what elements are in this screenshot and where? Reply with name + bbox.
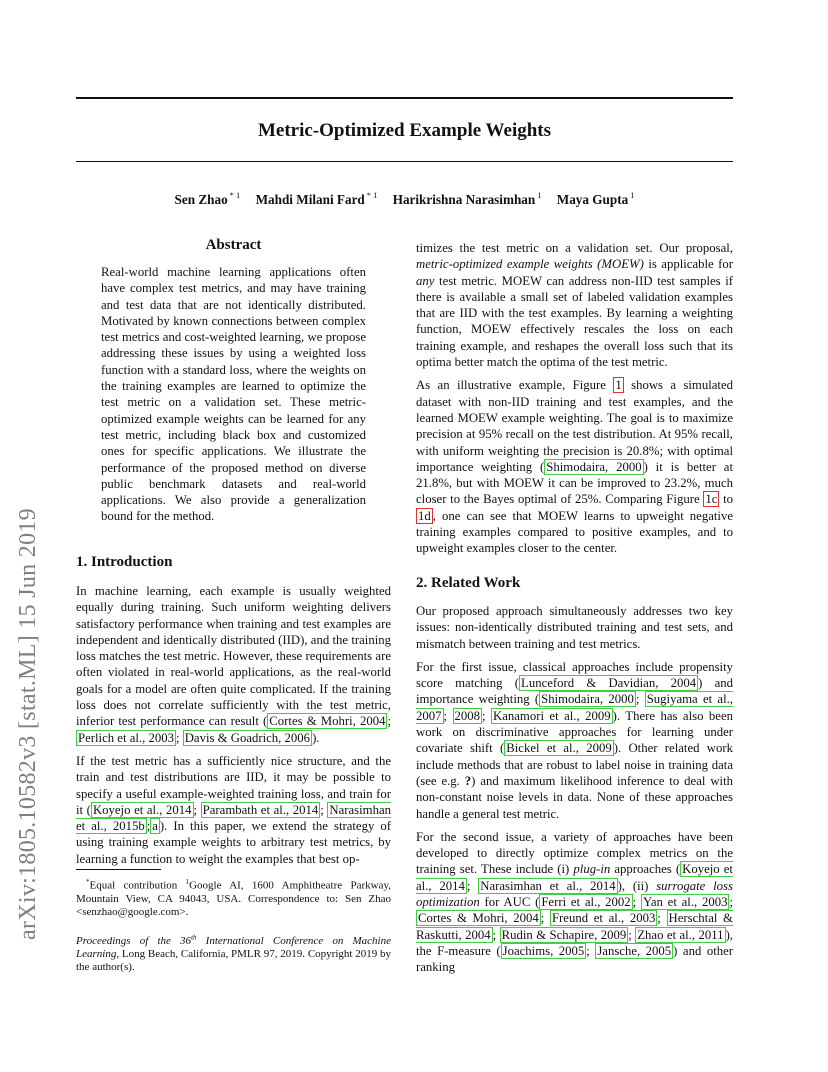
footnote-rule <box>76 869 161 870</box>
arxiv-stamp: arXiv:1805.10582v3 [stat.ML] 15 Jun 2019 <box>15 508 41 940</box>
top-rule <box>76 97 733 99</box>
citation-link[interactable]: Narasimhan et al., 2015b <box>76 802 391 834</box>
footnote-affiliation: *Equal contribution $^1$Google AI, 1600 Amphitheatre Parkway, Mountain View, CA 94043, USA. Correspondence to: Sen Zhao <senzhao@google.com>. <box>76 878 391 919</box>
citation-link[interactable]: Lunceford & Davidian, 2004 <box>521 676 697 691</box>
figure-link[interactable]: 1d <box>418 508 431 523</box>
title-rule <box>76 161 733 162</box>
abstract-heading: Abstract <box>205 237 262 253</box>
citation-link[interactable]: 2008 <box>454 708 480 723</box>
citation-link[interactable]: Narasimhan et al., 2014 <box>480 878 616 893</box>
citation-link[interactable]: Shimodaira, 2000 <box>541 692 634 707</box>
citation-link[interactable]: a <box>152 819 158 834</box>
author-list: Sen Zhao $^{* 1}$ Mahdi Milani Fard $^{* 1}$ Harikrishna Narasimhan $^1$ Maya Gupta $^1$ <box>174 190 635 207</box>
figure-link[interactable]: 1 <box>615 378 622 393</box>
citation-link[interactable]: Joachims, 2005 <box>502 943 585 958</box>
author-name: Sen Zhao <box>174 192 228 207</box>
citation-link[interactable]: Sugiyama et al., 2007 <box>416 692 733 723</box>
citation-link[interactable]: Cortes & Mohri, 2004 <box>418 911 539 926</box>
citation-link[interactable]: Herschtal & Raskutti, 2004 <box>416 911 733 942</box>
citation-link[interactable]: Rudin & Schapire, 2009 <box>501 927 627 942</box>
intro-paragraph-3: timizes the test metric on a validation set. Our proposal, metric-optimized example weights (MOEW) is applicable for any test metric. MOEW can address non-IID test samples if there is available a small set of labeled validation examples that are IID with the test examples. By learning a weighting function, MOEW effectively rescales the loss on each training example, and reshapes the overall loss such that its optima better match the optima of the test metric. <box>416 241 733 370</box>
intro-paragraph-1: In machine learning, each example is usually weighted equally during training. Such uniform weighting delivers satisfactory performance when training and test examples are independent and identically distributed (IID), and the training loss matches the test metric. However, these requirements are often violated in real-world applications, as the real-world goals for a model are often quite complicated. If the training loss does not correlate sufficiently with the test metric, inferior test performance can result ( Cortes & Mohri, 2004 ; Perlich et al., 2003 ; Davis & Goadrich, 2006 ). <box>76 584 391 745</box>
footnote-proceedings: Proceedings of the 36th International Conference on Machine Learning, Long Beach, California, PMLR 97, 2019. Copyright 2019 by the author(s). <box>76 933 391 974</box>
related-work-column <box>416 603 733 983</box>
citation-link[interactable]: Kanamori et al., 2009 <box>493 708 611 723</box>
citation-link[interactable]: Koyejo et al., 2014 <box>416 862 733 893</box>
section-heading-related-work: 2. Related Work <box>416 575 521 591</box>
section-heading-introduction: 1. Introduction <box>76 554 173 570</box>
citation-link[interactable]: Shimodaira, 2000 <box>546 459 642 474</box>
citation-link[interactable]: Bickel et al., 2009 <box>506 741 612 756</box>
author-name: Harikrishna Narasimhan <box>392 192 536 207</box>
citation-link[interactable]: Parambath et al., 2014 <box>202 802 319 817</box>
related-paragraph-3: For the second issue, a variety of approaches have been developed to directly optimize complex metrics on the training set. These include (i) plug-in approaches ( Koyejo et al., 2014 ; Narasimhan et al., 2014 ), (ii) surrogate loss optimization for AUC ( Ferri et al., 2002 ; Yan et al., 2003 ; Cortes & Mohri, 2004 ; Freund et al., 2003 ; Herschtal & Raskutti, 2004 ; Rudin & Schapire, 2009 ; Zhao et al., 2011 ), the F-measure ( Joachims, 2005 ; Jansche, 2005 ) and other ranking <box>416 829 734 975</box>
figure-link[interactable]: 1c <box>705 492 718 507</box>
citation-link[interactable]: Cortes & Mohri, 2004 <box>269 714 386 729</box>
citation-link[interactable]: Freund et al., 2003 <box>551 911 656 926</box>
citation-link[interactable]: Ferri et al., 2002 <box>541 895 631 910</box>
citation-link[interactable]: Perlich et al., 2003 <box>78 730 174 745</box>
intro-paragraph-2: If the test metric has a sufficiently nice structure, and the train and test distributions are IID, it may be possible to specify a useful example-weighted training loss, and train for it ( Koyejo et al., 2014 ; Parambath et al., 2014 ; Narasimhan et al., 2015b ; a ). In this paper, we extend the strategy of using training example weights to arbitrary test metrics, by learning a function to weight the examples that best op- <box>76 753 391 866</box>
right-column <box>416 240 733 564</box>
intro-paragraph-4: As an illustrative example, Figure 1 shows a simulated dataset with non-IID training and test examples, and the learned MOEW example weighting. The goal is to maximize precision at 95% recall on the test distribution. At 95% recall, with uniform weighting the precision is 20.8%; with optimal importance weighting ( Shimodaira, 2000 ) it is better at 21.8%, but with MOEW it can be improved to 23.2%, much closer to the Bayes optimal of 25%. Comparing Figure 1c to 1d , one can see that MOEW learns to upweight negative training examples compared to positive examples, and to upweight examples closer to the center. <box>416 378 733 556</box>
intro-column <box>76 583 391 874</box>
citation-link[interactable]: Yan et al., 2003 <box>642 895 728 910</box>
abstract-text: Real-world machine learning applications often have complex test metrics, and may have training and test data that are not identically distributed. Motivated by known connections between complex test metrics and cost-weighted learning, we propose addressing these issues by using a weighted loss function with a standard loss, where the weights on the training examples are learned to optimize the test metric on a validation set. These metric-optimized example weights can be learned for any test metric, including black box and customized ones for specific applications. We illustrate the performance of the proposed method on diverse public benchmark datasets and real-world applications. We also provide a generalization bound for the method. <box>101 265 366 524</box>
citation-link[interactable]: Zhao et al., 2011 <box>637 927 724 942</box>
related-paragraph-1: Our proposed approach simultaneously addresses two key issues: non-identically distributed training and test sets, and mismatch between training and test metrics. <box>416 604 733 651</box>
paper-title: Metric-Optimized Example Weights <box>257 120 552 141</box>
citation-link[interactable]: Jansche, 2005 <box>597 943 672 958</box>
author-name: Maya Gupta <box>556 192 629 207</box>
author-name: Mahdi Milani Fard <box>255 192 365 207</box>
related-paragraph-2: For the first issue, classical approaches include propensity score matching ( Lunceford & Davidian, 2004 ) and importance weighting ( Shimodaira, 2000 ; Sugiyama et al., 2007 ; 2008 ; Kanamori et al., 2009 ). There has also been work on discriminative approaches for learning under covariate shift ( Bickel et al., 2009 ). Other related work include methods that are robust to label noise in training data (see e.g. ?) and maximum likelihood inference to deal with non-constant noise levels in data. None of these approaches handle a general test metric. <box>416 659 733 821</box>
citation-link[interactable]: Koyejo et al., 2014 <box>92 802 192 817</box>
citation-link[interactable]: Davis & Goadrich, 2006 <box>184 730 311 745</box>
